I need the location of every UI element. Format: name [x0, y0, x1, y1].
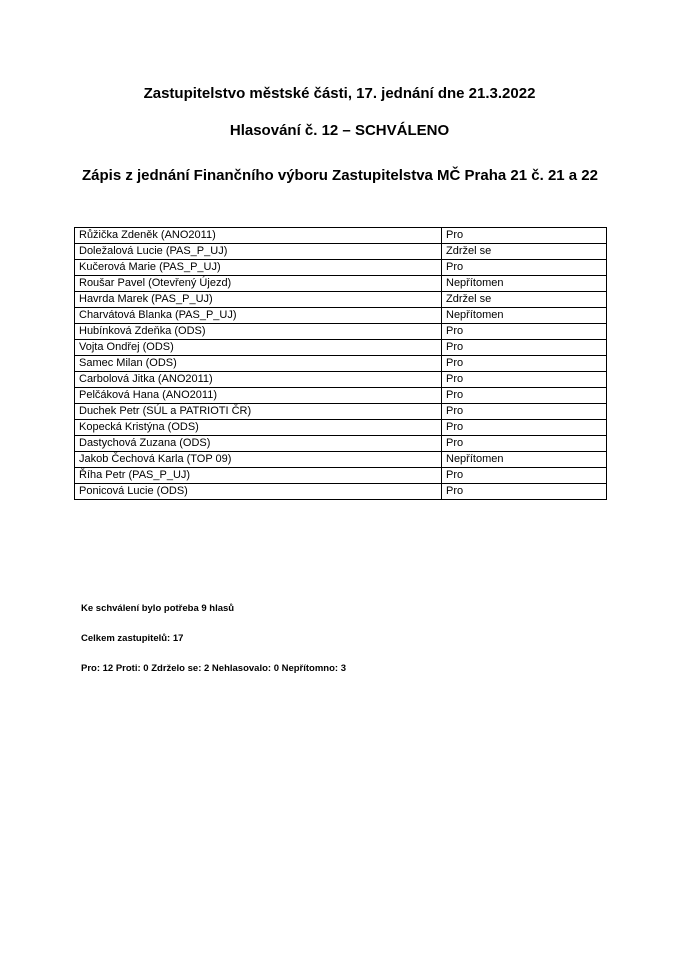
- member-vote: Pro: [442, 260, 607, 276]
- table-row: [75, 276, 607, 292]
- votes-table: [74, 227, 607, 500]
- member-vote: Pro: [442, 340, 607, 356]
- member-name: Růžička Zdeněk (ANO2011): [75, 228, 442, 244]
- member-vote: Zdržel se: [442, 292, 607, 308]
- member-name: Roušar Pavel (Otevřený Újezd): [75, 276, 442, 292]
- member-vote: Pro: [442, 404, 607, 420]
- member-name: Samec Milan (ODS): [75, 356, 442, 372]
- session-title: Zastupitelstvo městské části, 17. jednání dne 21.3.2022: [143, 85, 536, 102]
- member-vote: Pro: [442, 436, 607, 452]
- member-name: Kučerová Marie (PAS_P_UJ): [75, 260, 442, 276]
- table-row: [75, 340, 607, 356]
- table-row: [75, 420, 607, 436]
- member-name: Říha Petr (PAS_P_UJ): [75, 468, 442, 484]
- member-vote: Pro: [442, 228, 607, 244]
- member-name: Pelčáková Hana (ANO2011): [75, 388, 442, 404]
- total-members: Celkem zastupitelů: 17: [81, 633, 184, 644]
- vote-results: Pro: 12 Proti: 0 Zdrželo se: 2 Nehlasovalo: 0 Nepřítomno: 3: [81, 663, 347, 674]
- table-row: [75, 356, 607, 372]
- table-row: [75, 292, 607, 308]
- member-vote: Pro: [442, 324, 607, 340]
- member-name: Dastychová Zuzana (ODS): [75, 436, 442, 452]
- table-row: [75, 372, 607, 388]
- member-vote: Pro: [442, 372, 607, 388]
- member-vote: Nepřítomen: [442, 452, 607, 468]
- member-name: Doležalová Lucie (PAS_P_UJ): [75, 244, 442, 260]
- member-name: Kopecká Kristýna (ODS): [75, 420, 442, 436]
- table-row: [75, 404, 607, 420]
- vote-title: Hlasování č. 12 – SCHVÁLENO: [229, 122, 450, 139]
- member-vote: Pro: [442, 356, 607, 372]
- votes-table-body: [75, 228, 607, 500]
- member-name: Duchek Petr (SÚL a PATRIOTI ČR): [75, 404, 442, 420]
- table-row: [75, 436, 607, 452]
- table-row: [75, 468, 607, 484]
- table-row: [75, 228, 607, 244]
- member-vote: Nepřítomen: [442, 308, 607, 324]
- member-name: Hubínková Zdeňka (ODS): [75, 324, 442, 340]
- table-row: [75, 308, 607, 324]
- table-row: [75, 244, 607, 260]
- member-name: Ponicová Lucie (ODS): [75, 484, 442, 500]
- member-vote: Pro: [442, 420, 607, 436]
- member-name: Charvátová Blanka (PAS_P_UJ): [75, 308, 442, 324]
- member-name: Jakob Čechová Karla (TOP 09): [75, 452, 442, 468]
- member-vote: Pro: [442, 388, 607, 404]
- member-vote: Nepřítomen: [442, 276, 607, 292]
- table-row: [75, 260, 607, 276]
- member-name: Carbolová Jitka (ANO2011): [75, 372, 442, 388]
- member-vote: Zdržel se: [442, 244, 607, 260]
- table-row: [75, 324, 607, 340]
- vote-topic: Zápis z jednání Finančního výboru Zastupitelstva MČ Praha 21 č. 21 a 22: [82, 167, 598, 184]
- member-vote: Pro: [442, 468, 607, 484]
- table-row: [75, 484, 607, 500]
- table-row: [75, 452, 607, 468]
- member-name: Vojta Ondřej (ODS): [75, 340, 442, 356]
- table-row: [75, 388, 607, 404]
- member-name: Havrda Marek (PAS_P_UJ): [75, 292, 442, 308]
- votes-needed: Ke schválení bylo potřeba 9 hlasů: [81, 603, 235, 614]
- member-vote: Pro: [442, 484, 607, 500]
